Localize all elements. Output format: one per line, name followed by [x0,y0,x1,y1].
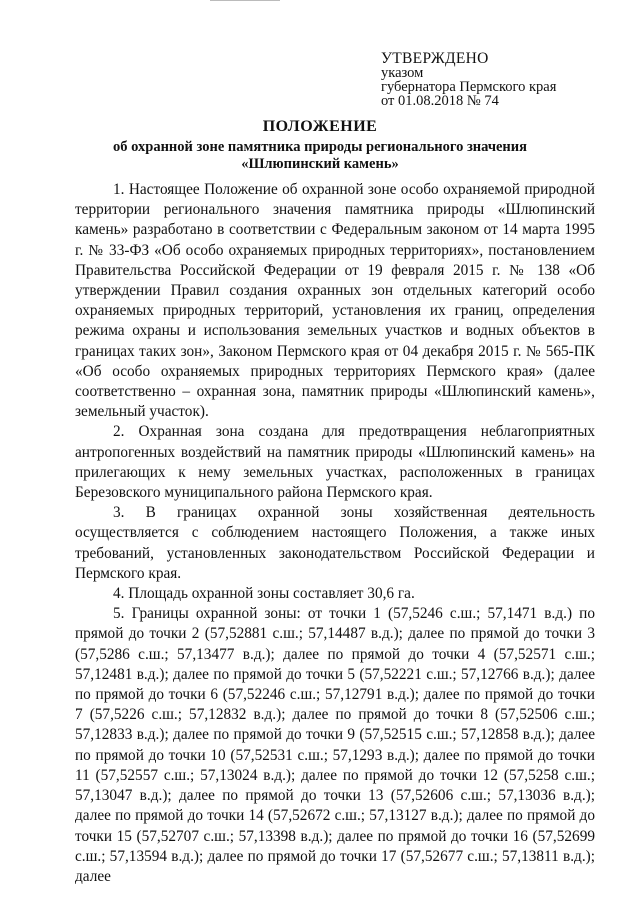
document-subtitle [0,139,640,173]
document-title: ПОЛОЖЕНИЕ [262,118,378,135]
approval-stamp [381,52,621,108]
approval-heading: УТВЕРЖДЕНО [381,50,489,67]
paragraph-3: 3. В границах охранной зоны хозяйственная деятельность осуществляется с соблюдением настоящего Положения, а также иных требований, установленных законодательством Российской Федерации и Пермского края. [75,504,595,582]
paragraph-4: 4. Площадь охранной зоны составляет 30,6 га. [113,585,415,603]
paragraph-5: 5. Границы охранной зоны: от точки 1 (57,5246 с.ш.; 57,1471 в.д.) по прямой до точки 2 (57,52881 с.ш.; 57,14487 в.д.); далее по прямой до точки 3 (57,5286 с.ш.; 57,13477 в.д.); далее по прямой до точки 4 (57,52571 с.ш.; 57,12481 в.д.); далее по прямой до точки 5 (57,52221 с.ш.; 57,12766 в.д.); далее по прямой до точки 6 (57,52246 с.ш.; 57,12791 в.д.); далее по прямой до точки 7 (57,5226 с.ш.; 57,12832 в.д.); далее по прямой до точки 8 (57,52506 с.ш.; 57,12833 в.д.); далее по прямой до точки 9 (57,52515 с.ш.; 57,12858 в.д.); далее по прямой до точки 10 (57,52531 с.ш.; 57,1293 в.д.); далее по прямой до точки 11 (57,52557 с.ш.; 57,13024 в.д.); далее по прямой до точки 12 (57,5258 с.ш.; 57,13047 в.д.); далее по прямой до точки 13 (57,52606 с.ш.; 57,13036 в.д.); далее по прямой до точки 14 (57,52672 с.ш.; 57,13127 в.д.); далее по прямой до точки 15 (57,52707 с.ш.; 57,13398 в.д.); далее по прямой до точки 16 (57,52699 с.ш.; 57,13594 в.д.); далее по прямой до точки 17 (57,52677 с.ш.; 57,13811 в.д.); далее [75,605,595,885]
approval-by-decree: указом [381,65,424,81]
approval-governor: губернатора Пермского края [381,79,557,95]
document-body [75,180,595,887]
paragraph-2: 2. Охранная зона создана для предотвращения неблагоприятных антропогенных воздействий на памятник природы «Шлюпинский камень» на прилегающих к нему земельных участках, расположенных в границах Березовского муниципального района Пермского края. [75,423,595,502]
paragraph-1: 1. Настоящее Положение об охранной зоне особо охраняемой природной территории регионального значения памятника природы «Шлюпинский камень» разработано в соответствии с Федеральным законом от 14 марта 1995 г. № 33-ФЗ «Об особо охраняемых природных территориях», постановлением Правительства Российской Федерации от 19 февраля 2015 г. № 138 «Об утверждении Правил создания охранных зон отдельных категорий особо охраняемых природных территорий, установления их границ, определения режима охраны и использования земельных участков и водных объектов в границах таких зон», Законом Пермского края от 04 декабря 2015 г. № 565-ПК «Об особо охраняемых природных территориях Пермского края» (далее соответственно – охранная зона, памятник природы «Шлюпинский камень», земельный участок). [75,181,595,421]
subtitle-line-1: об охранной зоне памятника природы регионального значения [113,139,527,155]
approval-date-number: от 01.08.2018 № 74 [381,93,499,109]
subtitle-line-2: «Шлюпинский камень» [241,156,399,172]
scan-top-edge-line [210,0,280,1]
